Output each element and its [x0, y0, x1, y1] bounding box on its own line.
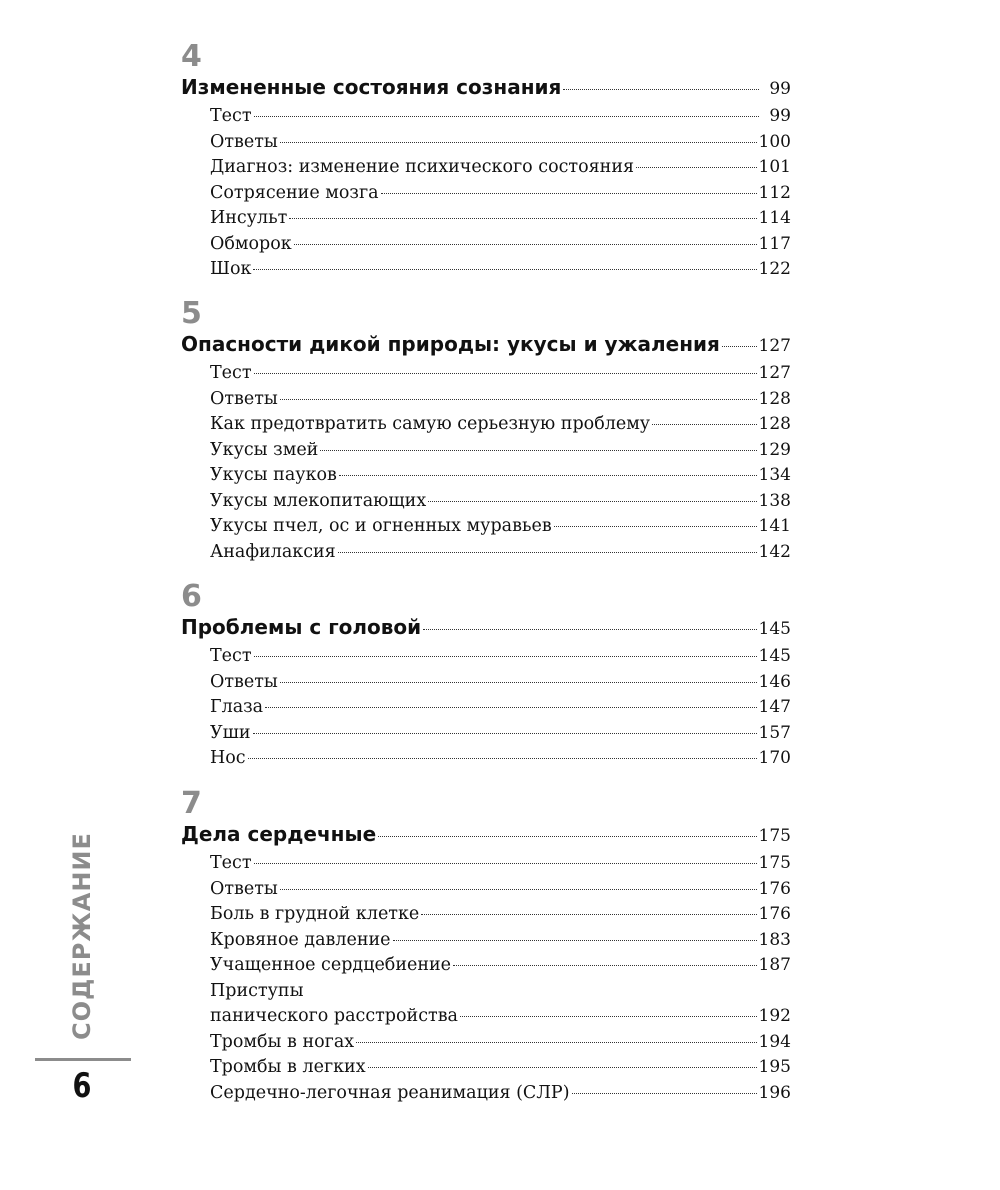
page-ref: 134 — [758, 465, 791, 485]
entry-title: Боль в грудной клетке — [210, 904, 420, 924]
page-ref: 175 — [758, 826, 791, 846]
dot-leader — [254, 372, 757, 374]
dot-leader — [381, 192, 757, 194]
toc-entry[interactable] — [181, 877, 791, 903]
dot-leader — [722, 345, 757, 347]
entry-title: Как предотвратить самую серьезную проблему — [210, 414, 651, 434]
entry-title: Учащенное сердцебиение — [210, 955, 452, 975]
entry-title: Тест — [210, 106, 252, 126]
page-ref: 194 — [758, 1031, 791, 1052]
entry-title: Укусы змей — [210, 439, 319, 460]
entry-title: Инсульт — [210, 208, 288, 228]
page-ref: 176 — [758, 904, 791, 924]
toc-entry[interactable] — [181, 514, 791, 540]
dot-leader — [248, 757, 757, 759]
entry-title: Ответы — [210, 878, 278, 899]
toc-entry[interactable] — [181, 1030, 791, 1056]
chapter-title-row[interactable] — [181, 819, 791, 849]
entry-title: Тромбы в ногах — [210, 1031, 355, 1052]
page-ref: 100 — [758, 131, 791, 152]
page-ref: 145 — [758, 646, 791, 666]
entry-title: Укусы млекопитающих — [210, 490, 427, 511]
toc-entry[interactable] — [181, 155, 791, 181]
page-ref: 138 — [758, 490, 791, 511]
page-ref: 99 — [769, 106, 791, 126]
chapter-number: 5 — [181, 296, 202, 331]
dot-leader — [453, 964, 757, 966]
dot-leader — [572, 1092, 757, 1094]
toc-entry-wrapped-line[interactable] — [181, 979, 791, 1005]
page-ref: 187 — [758, 955, 791, 975]
entry-title: Глаза — [210, 697, 264, 717]
chapter-title-row[interactable] — [181, 72, 791, 102]
dot-leader — [253, 732, 757, 734]
entry-title: Укусы пауков — [210, 465, 337, 485]
dot-leader — [423, 628, 756, 630]
entry-title: Шок — [210, 259, 252, 279]
dot-leader — [554, 525, 757, 527]
page-ref: 142 — [758, 541, 791, 562]
page-ref: 157 — [758, 722, 791, 743]
chapter-6 — [181, 579, 791, 772]
chapter-title: Дела сердечные — [181, 822, 377, 846]
entry-title: Ответы — [210, 131, 278, 152]
entry-title: Ответы — [210, 388, 278, 409]
page-ref: 170 — [758, 748, 791, 768]
entry-title: Сотрясение мозга — [210, 182, 379, 203]
toc-entry[interactable] — [181, 438, 791, 464]
page-ref: 128 — [758, 388, 791, 409]
side-divider — [35, 1058, 131, 1061]
toc-entry[interactable] — [181, 104, 791, 130]
chapter-number: 7 — [181, 786, 202, 821]
page-ref: 183 — [758, 929, 791, 950]
dot-leader — [253, 268, 756, 270]
entry-title: Обморок — [210, 233, 292, 254]
entry-title: Тест — [210, 646, 252, 666]
dot-leader — [289, 217, 756, 219]
page-ref: 99 — [769, 79, 791, 99]
page-ref: 141 — [758, 516, 791, 536]
toc-entry[interactable] — [181, 644, 791, 670]
toc-entry[interactable] — [181, 206, 791, 232]
dot-leader — [339, 474, 757, 476]
page-ref: 114 — [758, 208, 791, 228]
entry-title: Ответы — [210, 671, 278, 692]
dot-leader — [280, 398, 757, 400]
page-ref: 122 — [758, 259, 791, 279]
toc-entry[interactable] — [181, 746, 791, 772]
page-ref: 196 — [758, 1082, 791, 1103]
page-ref: 128 — [758, 414, 791, 434]
dot-leader — [338, 551, 757, 553]
dot-leader — [265, 706, 756, 708]
entry-title: Приступы — [210, 980, 304, 1001]
dot-leader — [280, 141, 757, 143]
dot-leader — [254, 655, 757, 657]
dot-leader — [378, 835, 756, 837]
dot-leader — [421, 913, 756, 915]
toc-entry[interactable] — [181, 257, 791, 283]
entry-title: Кровяное давление — [210, 929, 391, 950]
dot-leader — [356, 1041, 756, 1043]
toc-entry[interactable] — [181, 1055, 791, 1081]
toc-entry[interactable] — [181, 902, 791, 928]
toc-entry[interactable] — [181, 181, 791, 207]
page-ref: 147 — [758, 697, 791, 717]
chapter-title: Измененные состояния сознания — [181, 75, 562, 99]
page-ref: 127 — [758, 336, 791, 356]
toc-entry[interactable] — [181, 387, 791, 413]
page-ref: 101 — [758, 157, 791, 177]
entry-title: панического расстройства — [210, 1006, 458, 1026]
toc-entry[interactable] — [181, 463, 791, 489]
toc-entry[interactable] — [181, 928, 791, 954]
dot-leader — [368, 1066, 757, 1068]
toc-entry[interactable] — [181, 1081, 791, 1107]
chapter-5 — [181, 296, 791, 565]
page-number: 6 — [72, 1066, 92, 1106]
page-ref: 146 — [758, 671, 791, 692]
entry-title: Тест — [210, 853, 252, 873]
toc-entry[interactable] — [181, 540, 791, 566]
dot-leader — [393, 939, 757, 941]
toc-entry[interactable] — [181, 232, 791, 258]
entry-title: Тест — [210, 363, 252, 383]
toc-entry[interactable] — [181, 412, 791, 438]
chapter-number: 6 — [181, 579, 202, 614]
chapter-7 — [181, 786, 791, 1106]
entry-title: Укусы пчел, ос и огненных муравьев — [210, 516, 552, 536]
page-ref: 127 — [758, 363, 791, 383]
page-ref: 145 — [758, 619, 791, 639]
chapter-title-row[interactable] — [181, 612, 791, 642]
page-ref: 195 — [758, 1057, 791, 1077]
toc-entry[interactable] — [181, 953, 791, 979]
entry-title: Уши — [210, 722, 251, 743]
page-ref: 129 — [758, 439, 791, 460]
dot-leader — [563, 88, 759, 90]
page-ref: 192 — [758, 1006, 791, 1026]
chapter-title: Проблемы с головой — [181, 615, 422, 639]
page-ref: 175 — [758, 853, 791, 873]
dot-leader — [320, 449, 756, 451]
toc-entry[interactable] — [181, 1004, 791, 1030]
dot-leader — [652, 423, 756, 425]
chapter-4 — [181, 39, 791, 283]
dot-leader — [428, 500, 756, 502]
toc-entry[interactable] — [181, 489, 791, 515]
chapter-number: 4 — [181, 39, 202, 74]
toc-entry[interactable] — [181, 130, 791, 156]
entry-title: Анафилаксия — [210, 541, 336, 562]
page-ref: 176 — [758, 878, 791, 899]
chapter-title-row[interactable] — [181, 329, 791, 359]
toc-entry[interactable] — [181, 695, 791, 721]
dot-leader — [254, 862, 757, 864]
toc-entry[interactable] — [181, 721, 791, 747]
dot-leader — [254, 115, 759, 117]
dot-leader — [460, 1015, 757, 1017]
dot-leader — [280, 888, 757, 890]
page-ref: 112 — [758, 182, 791, 203]
page-ref: 117 — [758, 233, 791, 254]
toc-entry[interactable] — [181, 361, 791, 387]
entry-title: Тромбы в легких — [210, 1057, 366, 1077]
dot-leader — [636, 166, 757, 168]
dot-leader — [280, 681, 757, 683]
entry-title: Нос — [210, 748, 246, 768]
toc-entry[interactable] — [181, 670, 791, 696]
toc-entry[interactable] — [181, 851, 791, 877]
chapter-title: Опасности дикой природы: укусы и ужаления — [181, 332, 720, 356]
entry-title: Диагноз: изменение психического состояния — [210, 157, 635, 177]
entry-title: Сердечно-легочная реанимация (СЛР) — [210, 1082, 570, 1103]
section-side-label: СОДЕРЖАНИЕ — [68, 832, 96, 1040]
dot-leader — [294, 243, 757, 245]
